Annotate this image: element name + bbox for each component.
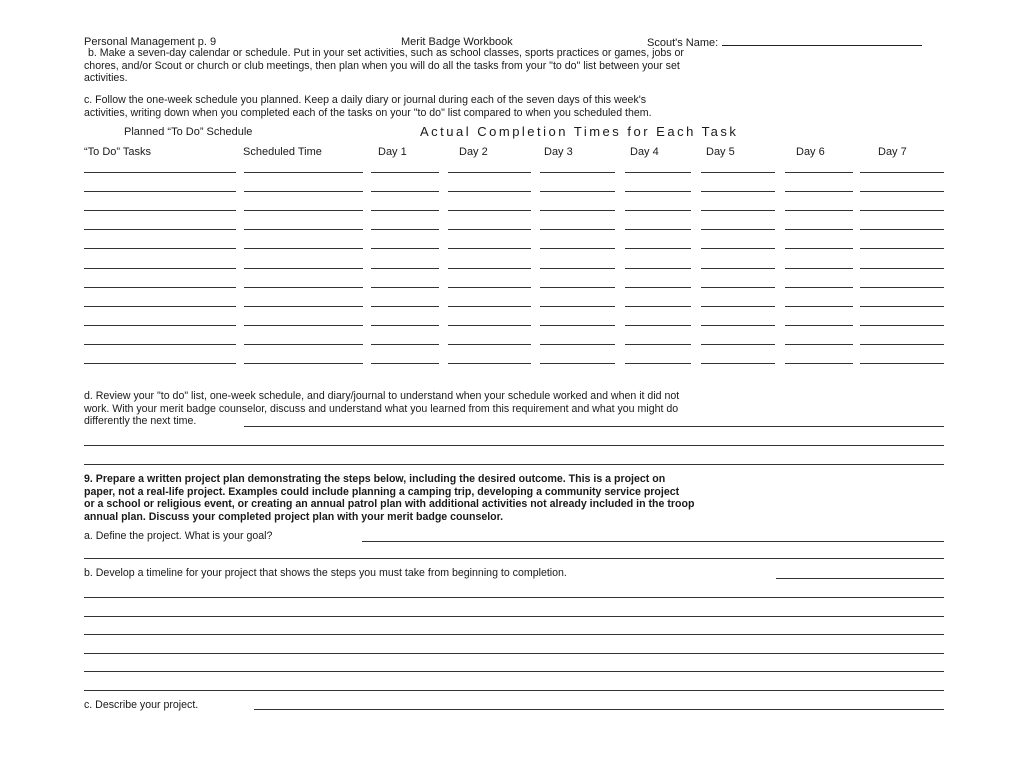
schedule-cell-line[interactable] bbox=[540, 268, 615, 269]
requirement-b bbox=[84, 47, 954, 85]
scout-name-line[interactable] bbox=[722, 36, 922, 46]
requirement-d-line: d. Review your "to do" list, one-week schedule, and diary/journal to understand when your schedule worked and when it did not bbox=[84, 390, 680, 402]
schedule-cell-line[interactable] bbox=[701, 172, 775, 173]
requirement-9b-answer-line[interactable] bbox=[84, 690, 944, 691]
schedule-cell-line[interactable] bbox=[244, 287, 363, 288]
schedule-cell-line[interactable] bbox=[701, 287, 775, 288]
requirement-9b-answer-line[interactable] bbox=[84, 597, 944, 598]
requirement-9-line: 9. Prepare a written project plan demonstrating the steps below, including the desired outcome. This is a project on bbox=[84, 473, 666, 485]
requirement-d-answer-line[interactable] bbox=[244, 426, 944, 427]
scout-name-label: Scout's Name: bbox=[647, 37, 719, 49]
schedule-cell-line[interactable] bbox=[625, 229, 691, 230]
schedule-cell-line[interactable] bbox=[860, 268, 944, 269]
schedule-cell-line[interactable] bbox=[244, 229, 363, 230]
schedule-cell-line[interactable] bbox=[701, 210, 775, 211]
requirement-c-line: c. Follow the one-week schedule you planned. Keep a daily diary or journal during each of the seven days of this week's bbox=[84, 94, 647, 106]
column-header: Day 2 bbox=[459, 146, 488, 158]
schedule-cell-line[interactable] bbox=[371, 268, 439, 269]
requirement-b-line: b. Make a seven-day calendar or schedule. Put in your set activities, such as school classes, sports practices or games, jobs or bbox=[88, 47, 684, 59]
requirement-9-line: paper, not a real-life project. Examples could include planning a camping trip, developing a community service project bbox=[84, 485, 680, 498]
schedule-cell-line[interactable] bbox=[371, 344, 439, 345]
schedule-cell-line[interactable] bbox=[860, 287, 944, 288]
schedule-cell-line[interactable] bbox=[244, 172, 363, 173]
page-header-center: Merit Badge Workbook bbox=[401, 36, 513, 48]
schedule-cell-line[interactable] bbox=[625, 210, 691, 211]
requirement-9a-label: a. Define the project. What is your goal? bbox=[84, 530, 273, 542]
schedule-cell-line[interactable] bbox=[625, 191, 691, 192]
schedule-cell-line[interactable] bbox=[540, 306, 615, 307]
schedule-cell-line[interactable] bbox=[860, 172, 944, 173]
requirement-9b-answer-line[interactable] bbox=[84, 616, 944, 617]
schedule-cell-line[interactable] bbox=[371, 306, 439, 307]
schedule-cell-line[interactable] bbox=[448, 363, 531, 364]
schedule-cell-line[interactable] bbox=[84, 325, 236, 326]
schedule-cell-line[interactable] bbox=[448, 325, 531, 326]
requirement-d-answer-line[interactable] bbox=[84, 464, 944, 465]
schedule-cell-line[interactable] bbox=[371, 191, 439, 192]
schedule-cell-line[interactable] bbox=[860, 363, 944, 364]
schedule-cell-line[interactable] bbox=[371, 229, 439, 230]
schedule-cell-line[interactable] bbox=[625, 344, 691, 345]
schedule-cell-line[interactable] bbox=[244, 344, 363, 345]
schedule-cell-line[interactable] bbox=[448, 248, 531, 249]
schedule-cell-line[interactable] bbox=[84, 344, 236, 345]
requirement-d-line: differently the next time. bbox=[84, 415, 197, 428]
schedule-cell-line[interactable] bbox=[448, 306, 531, 307]
column-header: Scheduled Time bbox=[243, 146, 322, 158]
page-header-left: Personal Management p. 9 bbox=[84, 36, 217, 48]
schedule-cell-line[interactable] bbox=[785, 287, 853, 288]
schedule-cell-line[interactable] bbox=[540, 172, 615, 173]
requirement-9 bbox=[84, 473, 954, 523]
schedule-cell-line[interactable] bbox=[244, 210, 363, 211]
schedule-cell-line[interactable] bbox=[84, 229, 236, 230]
schedule-cell-line[interactable] bbox=[785, 248, 853, 249]
schedule-cell-line[interactable] bbox=[860, 344, 944, 345]
requirement-d bbox=[84, 390, 954, 428]
column-header: Day 4 bbox=[630, 146, 659, 158]
schedule-cell-line[interactable] bbox=[540, 363, 615, 364]
schedule-cell-line[interactable] bbox=[785, 344, 853, 345]
schedule-cell-line[interactable] bbox=[625, 287, 691, 288]
schedule-cell-line[interactable] bbox=[448, 210, 531, 211]
schedule-cell-line[interactable] bbox=[540, 287, 615, 288]
schedule-cell-line[interactable] bbox=[244, 306, 363, 307]
requirement-9c-answer-line[interactable] bbox=[254, 709, 944, 710]
column-header: Day 7 bbox=[878, 146, 907, 158]
schedule-cell-line[interactable] bbox=[785, 306, 853, 307]
schedule-cell-line[interactable] bbox=[860, 248, 944, 249]
schedule-cell-line[interactable] bbox=[371, 210, 439, 211]
column-header: Day 6 bbox=[796, 146, 825, 158]
schedule-cell-line[interactable] bbox=[84, 210, 236, 211]
column-header: “To Do” Tasks bbox=[84, 146, 152, 158]
schedule-cell-line[interactable] bbox=[625, 172, 691, 173]
schedule-cell-line[interactable] bbox=[540, 191, 615, 192]
schedule-cell-line[interactable] bbox=[540, 344, 615, 345]
schedule-cell-line[interactable] bbox=[785, 172, 853, 173]
schedule-cell-line[interactable] bbox=[701, 363, 775, 364]
schedule-cell-line[interactable] bbox=[540, 325, 615, 326]
schedule-cell-line[interactable] bbox=[540, 229, 615, 230]
schedule-cell-line[interactable] bbox=[448, 268, 531, 269]
requirement-9b-answer-line[interactable] bbox=[84, 671, 944, 672]
schedule-cell-line[interactable] bbox=[448, 172, 531, 173]
column-header: Day 3 bbox=[544, 146, 573, 158]
schedule-cell-line[interactable] bbox=[84, 363, 236, 364]
schedule-cell-line[interactable] bbox=[625, 325, 691, 326]
schedule-cell-line[interactable] bbox=[371, 248, 439, 249]
requirement-c-line: activities, writing down when you completed each of the tasks on your "to do" list compared to when you scheduled them. bbox=[84, 106, 652, 119]
column-header: Day 5 bbox=[706, 146, 735, 158]
schedule-cell-line[interactable] bbox=[244, 191, 363, 192]
requirement-9b-label: b. Develop a timeline for your project that shows the steps you must take from beginning to completion. bbox=[84, 567, 567, 579]
requirement-b-line: activities. bbox=[84, 72, 128, 85]
schedule-cell-line[interactable] bbox=[785, 363, 853, 364]
requirement-c bbox=[84, 94, 954, 119]
schedule-cell-line[interactable] bbox=[701, 325, 775, 326]
requirement-d-line: work. With your merit badge counselor, discuss and understand what you learned from this requirement and what you might do bbox=[84, 402, 679, 415]
schedule-cell-line[interactable] bbox=[701, 344, 775, 345]
schedule-cell-line[interactable] bbox=[244, 363, 363, 364]
schedule-cell-line[interactable] bbox=[371, 363, 439, 364]
schedule-cell-line[interactable] bbox=[448, 191, 531, 192]
planned-schedule-title: Planned “To Do” Schedule bbox=[124, 126, 253, 138]
schedule-cell-line[interactable] bbox=[84, 306, 236, 307]
requirement-b-line: chores, and/or Scout or church or club meetings, then plan when you will do all the tasks from your "to do" list between your set bbox=[84, 59, 680, 72]
schedule-cell-line[interactable] bbox=[244, 325, 363, 326]
schedule-cell-line[interactable] bbox=[785, 229, 853, 230]
schedule-cell-line[interactable] bbox=[625, 363, 691, 364]
schedule-cell-line[interactable] bbox=[785, 210, 853, 211]
schedule-cell-line[interactable] bbox=[84, 287, 236, 288]
requirement-9c-label: c. Describe your project. bbox=[84, 699, 199, 711]
actual-completion-title: Actual Completion Times for Each Task bbox=[420, 124, 739, 139]
schedule-cell-line[interactable] bbox=[625, 268, 691, 269]
schedule-cell-line[interactable] bbox=[701, 306, 775, 307]
schedule-cell-line[interactable] bbox=[448, 287, 531, 288]
schedule-cell-line[interactable] bbox=[785, 325, 853, 326]
requirement-9-line: or a school or religious event, or creating an annual patrol plan with additional activities not already included in the troop bbox=[84, 498, 695, 511]
requirement-9a-answer-line[interactable] bbox=[84, 558, 944, 559]
schedule-cell-line[interactable] bbox=[701, 268, 775, 269]
schedule-cell-line[interactable] bbox=[371, 287, 439, 288]
requirement-9a-answer-line[interactable] bbox=[362, 541, 944, 542]
requirement-9b-answer-line[interactable] bbox=[84, 634, 944, 635]
schedule-cell-line[interactable] bbox=[860, 191, 944, 192]
schedule-cell-line[interactable] bbox=[701, 248, 775, 249]
schedule-cell-line[interactable] bbox=[371, 172, 439, 173]
schedule-cell-line[interactable] bbox=[625, 306, 691, 307]
requirement-9b-answer-line[interactable] bbox=[84, 653, 944, 654]
schedule-cell-line[interactable] bbox=[371, 325, 439, 326]
schedule-cell-line[interactable] bbox=[84, 248, 236, 249]
schedule-cell-line[interactable] bbox=[84, 191, 236, 192]
schedule-cell-line[interactable] bbox=[540, 210, 615, 211]
schedule-cell-line[interactable] bbox=[860, 325, 944, 326]
requirement-d-answer-line[interactable] bbox=[84, 445, 944, 446]
schedule-cell-line[interactable] bbox=[785, 191, 853, 192]
schedule-cell-line[interactable] bbox=[244, 268, 363, 269]
schedule-cell-line[interactable] bbox=[448, 344, 531, 345]
requirement-9b-answer-line[interactable] bbox=[776, 578, 944, 579]
schedule-cell-line[interactable] bbox=[785, 268, 853, 269]
schedule-cell-line[interactable] bbox=[84, 268, 236, 269]
requirement-9-line: annual plan. Discuss your completed project plan with your merit badge counselor. bbox=[84, 510, 504, 523]
schedule-cell-line[interactable] bbox=[701, 229, 775, 230]
schedule-cell-line[interactable] bbox=[540, 248, 615, 249]
schedule-cell-line[interactable] bbox=[448, 229, 531, 230]
schedule-cell-line[interactable] bbox=[84, 172, 236, 173]
schedule-cell-line[interactable] bbox=[625, 248, 691, 249]
schedule-cell-line[interactable] bbox=[860, 210, 944, 211]
schedule-cell-line[interactable] bbox=[860, 229, 944, 230]
schedule-cell-line[interactable] bbox=[244, 248, 363, 249]
column-header: Day 1 bbox=[378, 146, 407, 158]
schedule-cell-line[interactable] bbox=[860, 306, 944, 307]
schedule-cell-line[interactable] bbox=[701, 191, 775, 192]
